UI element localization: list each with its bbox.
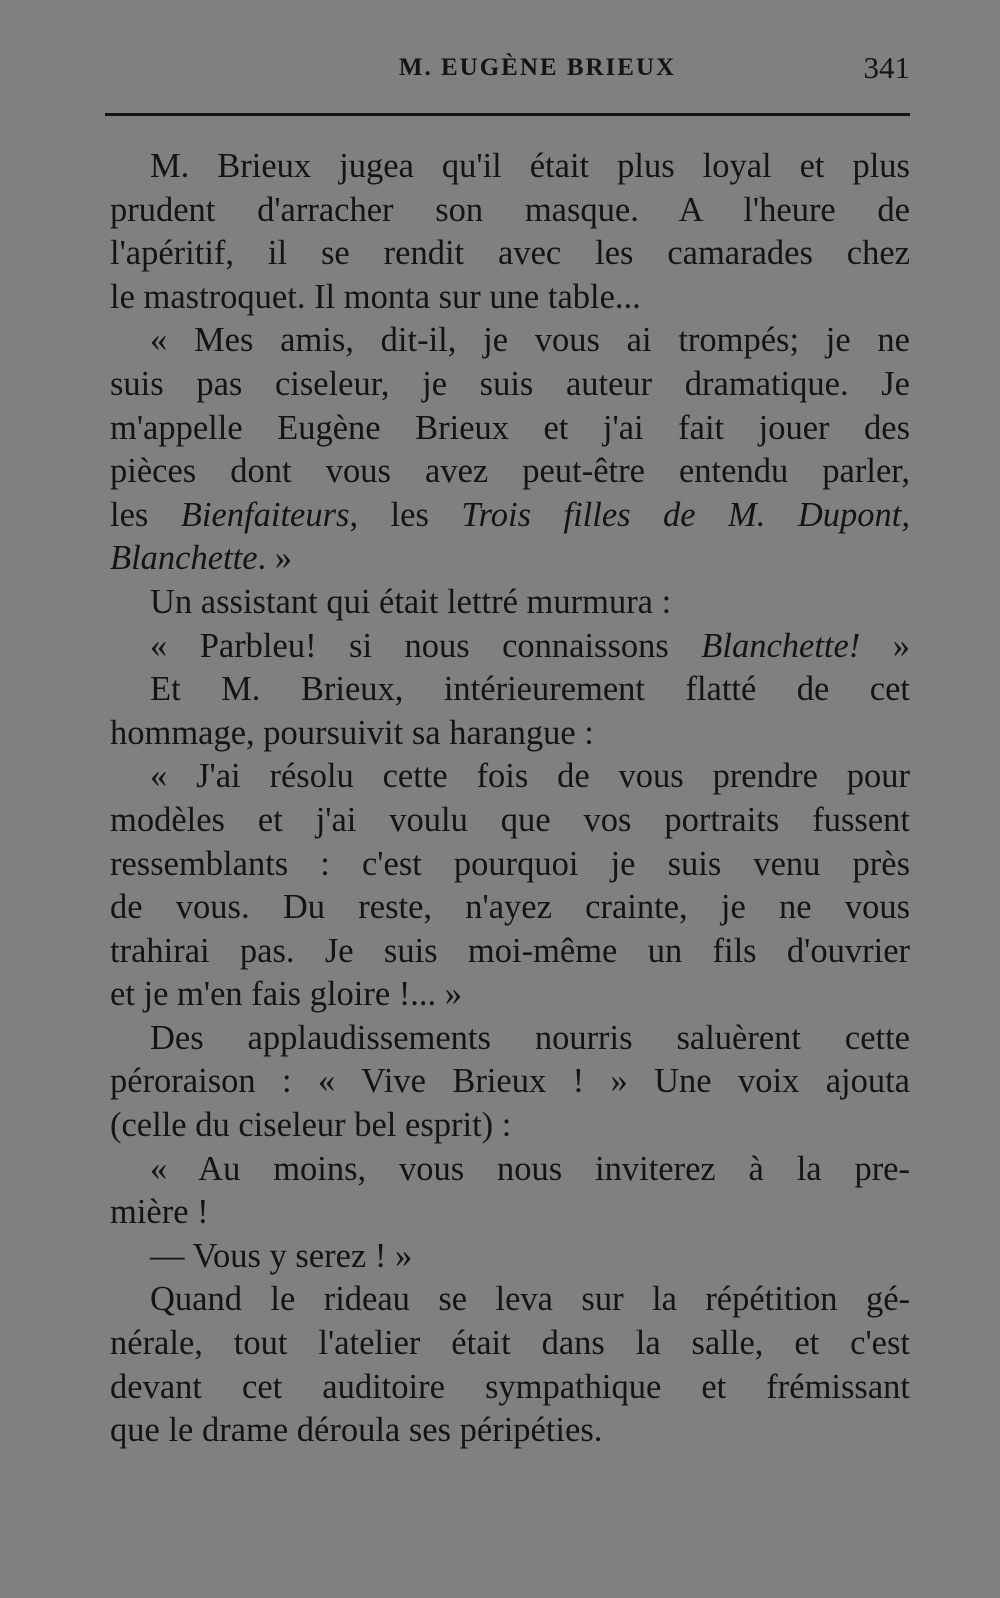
- text-line: et je m'en fais gloire !... »: [110, 975, 463, 1014]
- text-line: ressemblants : c'est pourquoi je suis venu près: [110, 844, 910, 883]
- text-line: prudent d'arracher son masque. A l'heure de: [110, 190, 910, 229]
- text-line: Quand le rideau se leva sur la répétition gé-: [150, 1280, 910, 1319]
- text-line: — Vous y serez ! »: [150, 1236, 413, 1275]
- header-rule: [105, 113, 910, 116]
- text-line: mière !: [110, 1193, 209, 1232]
- text-line: suis pas ciseleur, je suis auteur dramatique. Je: [110, 364, 910, 403]
- text-line: hommage, poursuivit sa harangue :: [110, 713, 594, 752]
- text-line: « Mes amis, dit-il, je vous ai trompés; je ne: [150, 321, 910, 360]
- running-head: M. EUGÈNE BRIEUX: [398, 54, 677, 81]
- text-line: m'appelle Eugène Brieux et j'ai fait jouer des: [110, 408, 910, 447]
- text-line: nérale, tout l'atelier était dans la salle, et c'est: [110, 1324, 910, 1363]
- text-line: pièces dont vous avez peut-être entendu parler,: [110, 452, 910, 491]
- italic-title: Blanchette!: [701, 626, 861, 665]
- text-line: (celle du ciseleur bel esprit) :: [110, 1106, 512, 1145]
- text-line: « J'ai résolu cette fois de vous prendre pour: [150, 757, 910, 796]
- text-line: [110, 494, 910, 538]
- text-segment: les: [110, 495, 181, 534]
- text-line: Un assistant qui était lettré murmura :: [150, 582, 672, 621]
- text-line: Des applaudissements nourris saluèrent cette: [150, 1018, 910, 1057]
- text-segment: . »: [257, 539, 293, 578]
- text-segment: »: [860, 626, 910, 665]
- text-line: devant cet auditoire sympathique et frémissant: [110, 1367, 910, 1406]
- text-segment: « Parbleu! si nous connaissons: [150, 626, 702, 665]
- italic-title: Bienfaiteurs: [180, 495, 350, 534]
- italic-title: Blanchette: [110, 539, 258, 578]
- text-line: de vous. Du reste, n'ayez crainte, je ne vous: [110, 888, 910, 927]
- page-number: 341: [863, 50, 910, 85]
- body-text: [110, 145, 910, 1453]
- text-line: que le drame déroula ses péripéties.: [110, 1411, 603, 1450]
- text-line: l'apéritif, il se rendit avec les camarades chez: [110, 234, 910, 273]
- text-line: [110, 537, 910, 581]
- text-line: le mastroquet. Il monta sur une table...: [110, 277, 641, 316]
- text-segment: , les: [349, 495, 462, 534]
- text-line: « Au moins, vous nous inviterez à la pre-: [150, 1149, 910, 1188]
- text-line: trahirai pas. Je suis moi-même un fils d'ouvrier: [110, 931, 910, 970]
- italic-title: Trois filles de M. Dupont,: [461, 495, 910, 534]
- text-line: péroraison : « Vive Brieux ! » Une voix ajouta: [110, 1062, 910, 1101]
- text-line: M. Brieux jugea qu'il était plus loyal et plus: [150, 147, 910, 185]
- text-line: Et M. Brieux, intérieurement flatté de cet: [150, 670, 910, 709]
- text-line: modèles et j'ai voulu que vos portraits fussent: [110, 800, 910, 839]
- text-line: [110, 625, 910, 669]
- page-header: [105, 48, 910, 94]
